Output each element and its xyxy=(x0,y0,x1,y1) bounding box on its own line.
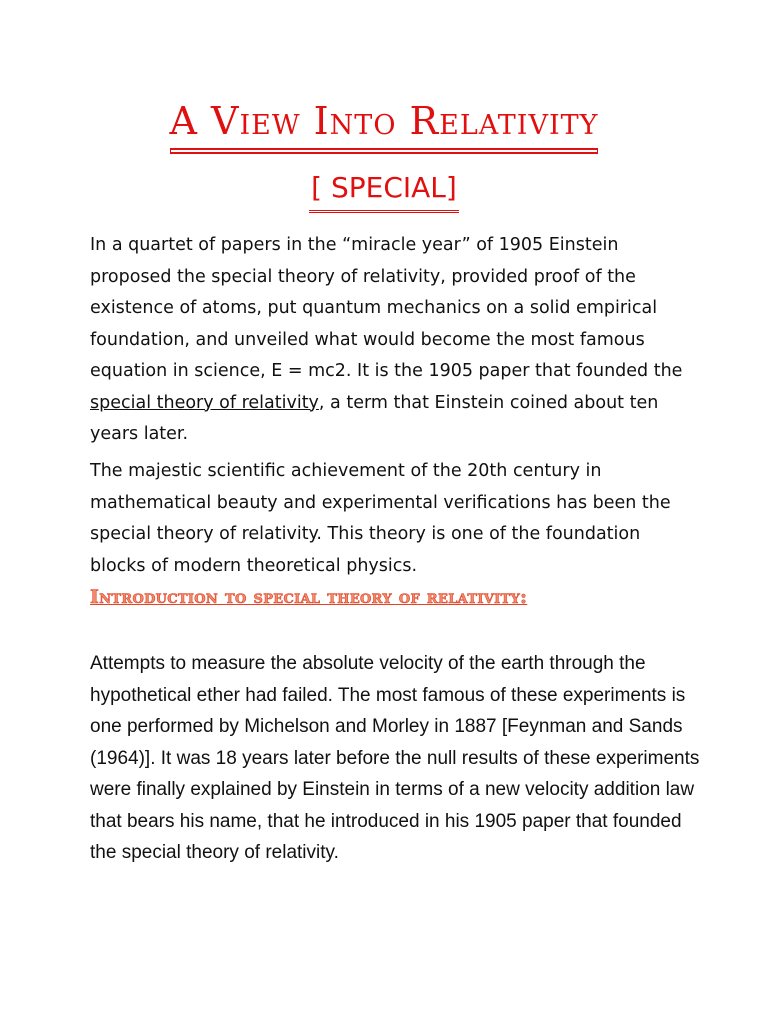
section-heading: Introduction to special theory of relativity: xyxy=(90,586,528,608)
paragraph-achievement: The majestic scientific achievement of the 20th century in mathematical beauty and experimental verifications has been the special theory of relativity. This theory is one of the foundation blocks of modern theoretical physics. xyxy=(90,461,671,576)
document-title-text: A View Into Relativity xyxy=(170,96,599,150)
document-subtitle-text: [ SPECIAL] xyxy=(309,168,459,213)
paragraph-attempts: Attempts to measure the absolute velocity of the earth through the hypothetical ether had failed. The most famous of these experiments is one performed by Michelson and Morley in 1887 [Feynman and Sands (1964)]. It was 18 years later before the null results of these experiments were finally explained by Einstein in terms of a new velocity addition law that bears his name, that he introduced in his 1905 paper that founded the special theory of relativity. xyxy=(90,653,700,863)
document-title xyxy=(0,96,768,150)
special-relativity-underlined-term: special theory of relativity xyxy=(90,392,319,413)
paragraph-intro xyxy=(90,230,690,451)
paragraph-intro-text: In a quartet of papers in the “miracle year” of 1905 Einstein proposed the special theory of relativity, provided proof of the existence of atoms, put quantum mechanics on a solid empirical foundation, and unveiled what would become the most famous equation in science, E = mc2. It is the 1905 paper that founded the xyxy=(90,235,683,381)
document-subtitle xyxy=(0,168,768,213)
paragraph-intro-tail: , a term that Einstein coined about ten years later. xyxy=(90,392,659,444)
